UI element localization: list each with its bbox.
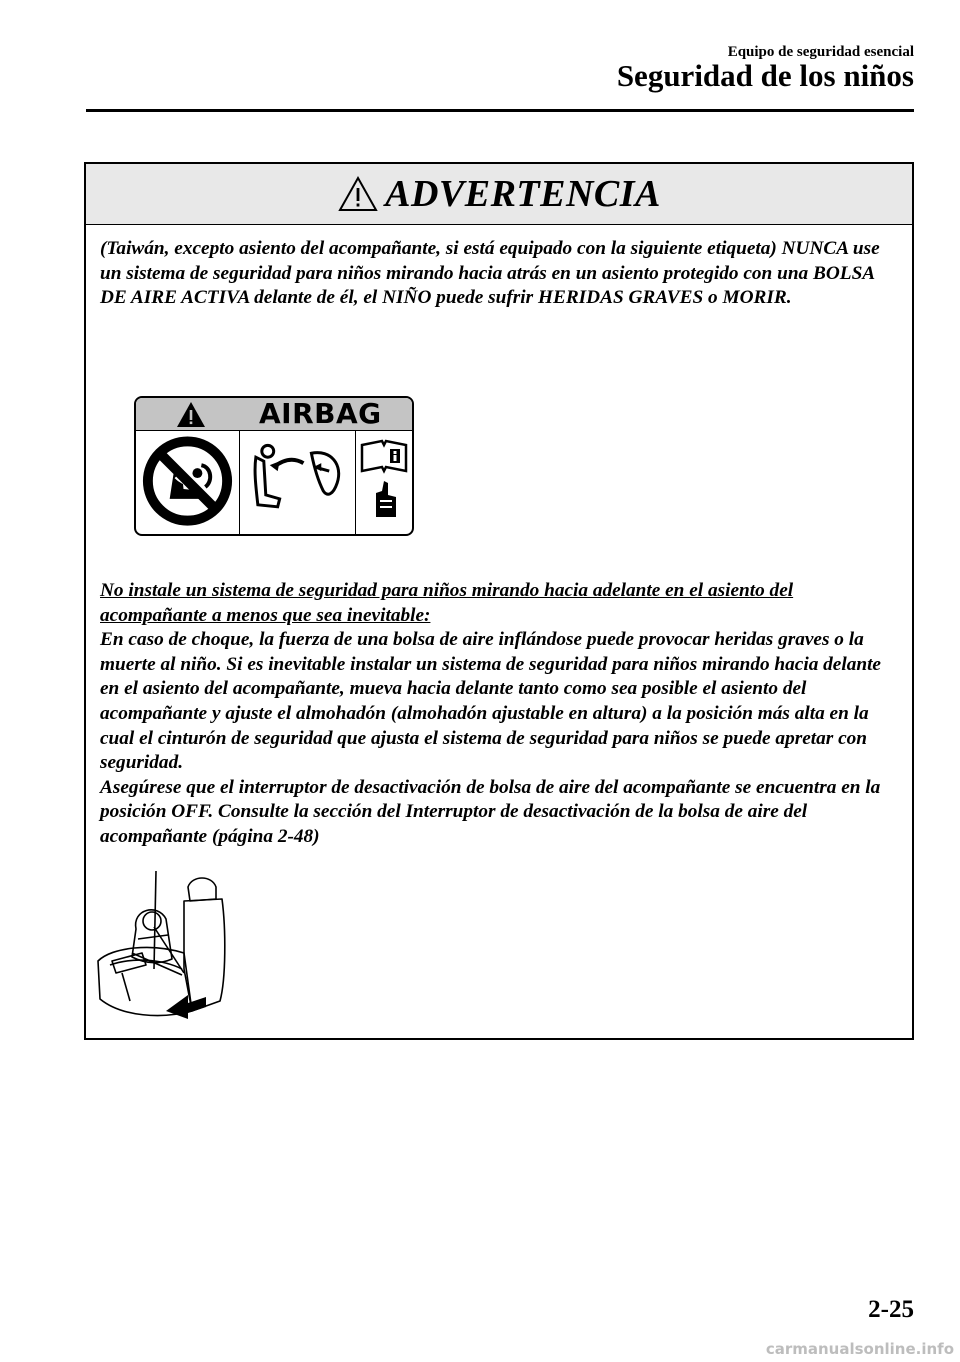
warning-triangle-icon — [176, 401, 206, 428]
warning-title: ADVERTENCIA — [385, 173, 661, 215]
warning-triangle-icon — [337, 175, 379, 213]
underlined-instruction: No instale un sistema de seguridad para niños mirando hacia adelante en el asiento del acompañante a menos que sea inevitable: — [100, 580, 794, 626]
warning-paragraph-3-text: Asegúrese que el interruptor de desactivación de bolsa de aire del acompañante se encuentra en la posición OFF. Consulte la sección del Interruptor de desactivación de la bolsa de aire del acompañante (página 2-48) — [100, 776, 881, 847]
header-rule — [86, 109, 914, 112]
airbag-label — [134, 396, 414, 536]
warning-paragraph-1: (Taiwán, excepto asiento del acompañante, si está equipado con la siguiente etiqueta) NUNCA use un sistema de seguridad para niños mirando hacia atrás en un asiento protegido con una BOLSA DE AIRE ACTIVA delante de él, el NIÑO puede sufrir HERIDAS GRAVES o MORIR. — [100, 238, 880, 309]
warning-paragraph-2 — [100, 579, 896, 850]
airbag-label-header — [136, 398, 412, 431]
warning-box — [84, 162, 914, 1040]
page-number: 2-25 — [868, 1296, 914, 1323]
warning-header — [86, 164, 912, 225]
warning-paragraph-2-text: En caso de choque, la fuerza de una bolsa de aire inflándose puede provocar heridas graves o la muerte al niño. Si es inevitable instalar un sistema de seguridad para niños mirando hacia delante en el asiento del acompañante, mueva hacia delante tanto como sea posible el asiento del acompañante y ajuste el almohadón (almohadón ajustable en altura) a la posición más alta en la cual el cinturón de seguridad que ajusta el sistema de seguridad para niños se puede apretar con seguridad. — [100, 629, 881, 774]
read-manual-icon — [356, 431, 412, 535]
child-seat-illustration — [92, 869, 232, 1024]
no-rear-facing-seat-icon — [136, 431, 240, 535]
watermark: carmanualsonline.info — [765, 1340, 954, 1358]
page-title: Seguridad de los niños — [616, 58, 914, 93]
airbag-label-word: AIRBAG — [259, 397, 382, 430]
section-label: Equipo de seguridad esencial — [727, 44, 914, 60]
airbag-label-cells — [136, 431, 412, 535]
airbag-deploy-icon — [240, 431, 356, 535]
